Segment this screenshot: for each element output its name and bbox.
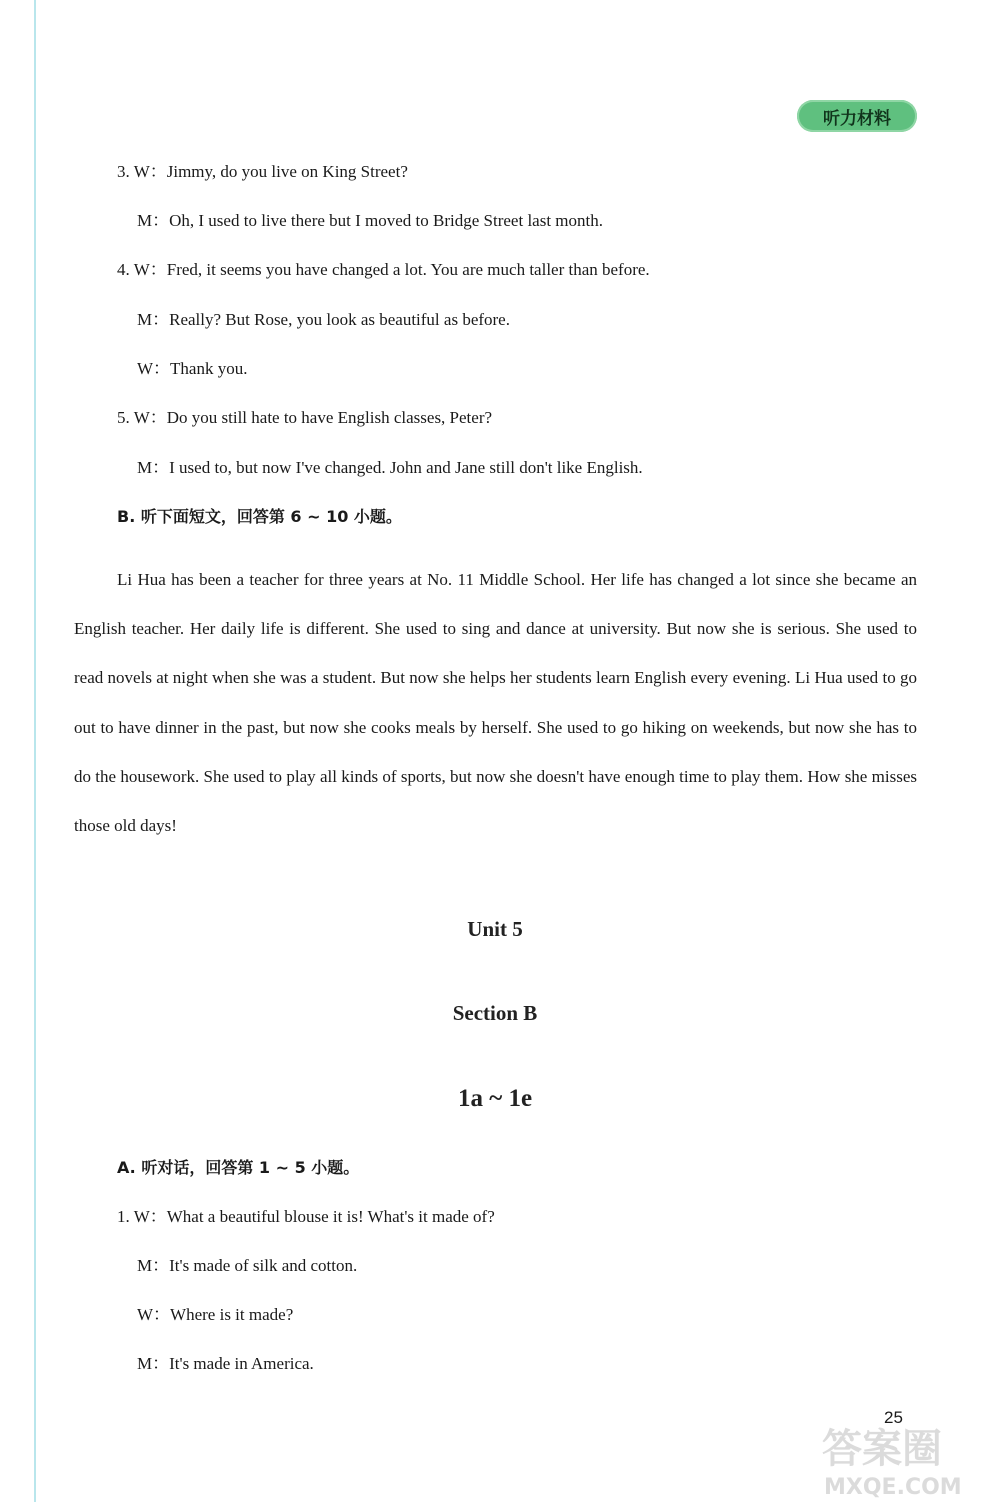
page-edge-line <box>34 0 36 1502</box>
dialog-line: M：Really? But Rose, you look as beautiful as before. <box>137 310 510 329</box>
dialog-line: 4. W：Fred, it seems you have changed a lot. You are much taller than before. <box>117 260 650 279</box>
dialog-line: 1. W：What a beautiful blouse it is! What's it made of? <box>117 1207 495 1226</box>
unit-title: Unit 5 <box>467 917 523 941</box>
dialog-line: W：Thank you. <box>137 359 248 378</box>
dialog-line: M：I used to, but now I've changed. John and Jane still don't like English. <box>137 458 643 477</box>
dialog-line: M：It's made of silk and cotton. <box>137 1256 358 1275</box>
listening-material-badge: 听力材料 <box>797 100 917 132</box>
passage-text: Li Hua has been a teacher for three years at No. 11 Middle School. Her life has changed a lot since she became an English teacher. Her daily life is different. She used to sing and dance at university. But now she is serious. She used to read novels at night when she was a student. But now she helps her students learn English every evening. Li Hua used to go out to have dinner in the past, but now she cooks meals by herself. She used to go hiking on weekends, but now she has to do the housework. She used to play all kinds of sports, but now she doesn't have enough time to play them. How she misses those old days! <box>74 570 917 836</box>
watermark-top-text: 答案圈 <box>822 1426 942 1472</box>
section-title: Section B <box>452 1001 538 1025</box>
dialog-line: 5. W：Do you still hate to have English classes, Peter? <box>117 408 493 427</box>
site-watermark <box>818 1418 998 1498</box>
section-a-instruction: A. 听对话，回答第 1 ~ 5 小题。 <box>117 1158 360 1177</box>
part-title: 1a ~ 1e <box>457 1085 533 1112</box>
page-number: 25 <box>884 1408 903 1427</box>
dialog-line: M：It's made in America. <box>137 1354 314 1373</box>
dialog-line: 3. W：Jimmy, do you live on King Street? <box>117 162 408 181</box>
watermark-bottom-text: MXQE.COM <box>824 1475 962 1498</box>
dialog-line: M：Oh, I used to live there but I moved to Bridge Street last month. <box>137 211 604 230</box>
dialog-line: W：Where is it made? <box>137 1305 294 1324</box>
section-b-instruction: B. 听下面短文，回答第 6 ~ 10 小题。 <box>117 507 402 526</box>
